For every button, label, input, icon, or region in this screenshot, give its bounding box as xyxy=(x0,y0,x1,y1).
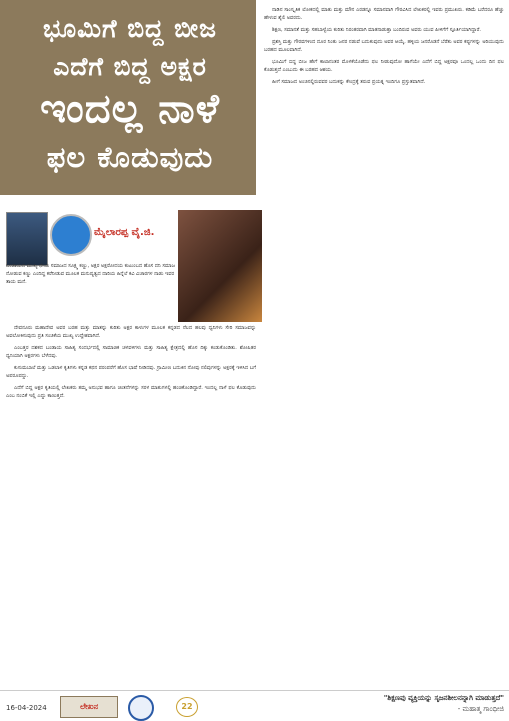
globe-icon xyxy=(50,214,92,256)
paragraph: ಎಂಬತ್ತರ ದಶಕದ ಬಂಡಾಯ ಸಾಹಿತ್ಯ ಸಂದರ್ಭದಲ್ಲಿ ಸಾಮಾಜಿಕ ಚಳವಳಿಗಳು ಮತ್ತು ಸಾಹಿತ್ಯ ಕ್ಷೇತ್ರದಲ್ಲಿ ಹೊಸ ದಿಕ್ಕು ಕಂಡುಕೊಂಡಿತು. ಶೋಷಿತರ ಧ್ವನಿಯಾಗಿ ಅಕ್ಷರಗಳು ಬೆಳೆದವು. xyxy=(6,345,256,359)
quote-author: - ಮಹಾತ್ಮ ಗಾಂಧೀಜಿ xyxy=(457,705,504,713)
author-name: ಮೈಲಾರಪ್ಪ ವೈ.ಜಿ. xyxy=(94,227,155,238)
paragraph: ಎದೆಗೆ ಬಿದ್ದ ಅಕ್ಷರ ಕೃತಿಯಲ್ಲಿ ಲೇಖಕರು ತಮ್ಮ ಅನುಭವ ಹಾಗೂ ಚಿಂತನೆಗಳನ್ನು ಸರಳ ಮಾತುಗಳಲ್ಲಿ ಹಂಚಿಕೊಂಡಿದ್ದಾರೆ. ಇಂದಲ್ಲ ನಾಳೆ ಫಲ ಕೊಡುವುದು ಎಂಬ ನಂಬಿಕೆ ಇಲ್ಲಿ ಎದ್ದು ಕಾಣುತ್ತದೆ. xyxy=(6,385,256,399)
left-column xyxy=(6,324,256,404)
headline-line-2: ಎದೆಗೆ ಬಿದ್ದ ಅಕ್ಷರ xyxy=(53,52,207,81)
headline-line-1: ಭೂಮಿಗೆ ಬಿದ್ದ ಬೀಜ xyxy=(43,14,217,43)
magazine-logo: ಲೇಖನ xyxy=(60,696,118,718)
page-number: 22 xyxy=(176,697,198,717)
speaker-photo xyxy=(178,210,262,322)
paragraph: ದೇವನೂರು ಮಹಾದೇವ ಅವರ ಬರಹ ಮತ್ತು ಮಾತನ್ನು ಕುರಿತು ಅಕ್ಷರ ಕಾಳುಗಳ ಮೂಲಕ ಕನ್ನಡದ ನೆಲದ ಹಲವು ಧ್ವನಿಗಳು ಸೇರಿ ಸಮಾಜವನ್ನು ಅವಲೋಕಿಸುವುದು ಪ್ರತಿ ಸಂಚಿಕೆಯ ಮುಖ್ಯ ಉದ್ದೇಶವಾಗಿದೆ. xyxy=(6,325,256,339)
headline-banner xyxy=(0,0,256,195)
footer-quote xyxy=(248,693,504,715)
paragraph: ನಾಡಿನ ಸಾಂಸ್ಕೃತಿಕ ಲೋಕದಲ್ಲಿ ಮಾತು ಮತ್ತು ಮೌನ ಎರಡನ್ನೂ ಸಮಾನವಾಗಿ ಗೌರವಿಸಿದ ಲೇಖಕರಲ್ಲಿ ಇವರು ಪ್ರಮುಖರು. ಕಡಿಮೆ ಬರೆದರೂ ಹೆಚ್ಚು ಹೇಳುವ ಶೈಲಿ ಅವರದು. xyxy=(264,7,504,21)
emblem-icon xyxy=(128,695,154,721)
issue-date: 16-04-2024 xyxy=(6,704,47,712)
quote-text: "ಶಿಕ್ಷಣವು ವ್ಯಕ್ತಿಯನ್ನು ಸೃಜನಶೀಲನನ್ನಾಗಿ ಮಾಡುತ್ತದೆ" xyxy=(383,694,504,702)
paragraph: ಹೀಗೆ ಸಮಾಜದ ಅಂಚಿನಲ್ಲಿರುವವರ ಬದುಕನ್ನು ಕೇಂದ್ರಕ್ಕೆ ತರುವ ಪ್ರಯತ್ನ ಇಂದಿಗೂ ಪ್ರಸ್ತುತವಾಗಿದೆ. xyxy=(272,79,426,85)
author-photo xyxy=(6,212,48,266)
paragraph: ಭೂಮಿಗೆ ಬಿದ್ದ ಬೀಜ ಹೇಗೆ ಕಾಲಾನಂತರ ಮೊಳಕೆಯೊಡೆದು ಫಲ ನೀಡುವುದೋ ಹಾಗೆಯೇ ಎದೆಗೆ ಬಿದ್ದ ಅಕ್ಷರವೂ ಒಂದಲ್ಲ ಒಂದು ದಿನ ಫಲ ಕೊಡುತ್ತದೆ ಎಂಬುದು ಈ ಬರಹದ ಆಶಯ. xyxy=(264,59,504,73)
paragraph: ಶಿಕ್ಷಣ, ಸಮಾನತೆ ಮತ್ತು ಸಹಬಾಳ್ವೆಯ ಕುರಿತು ನಿರಂತರವಾಗಿ ಮಾತನಾಡುತ್ತಾ ಬಂದಿರುವ ಅವರು ಯುವ ಪೀಳಿಗೆಗೆ ಸ್ಪೂರ್ತಿಯಾಗಿದ್ದಾರೆ. xyxy=(272,27,482,33)
headline-line-4: ಫಲ ಕೊಡುವುದು xyxy=(46,140,214,174)
paragraph: ಪ್ರಶಸ್ತಿ ಮತ್ತು ಗೌರವಗಳಿಂದ ದೂರ ನಿಂತು ಜನರ ನಡುವೆ ಬದುಕುವುದು ಅವರ ಆಯ್ಕೆ. ಹಳ್ಳಿಯ ಜನರೊಡನೆ ಬೆರೆತು ಅವರ ಕಷ್ಟಗಳನ್ನು ಅರಿಯುವುದು ಬರಹದ ಮೂಲವಾಗಿದೆ. xyxy=(264,39,504,53)
right-column xyxy=(264,6,504,90)
headline-line-3: ಇಂದಲ್ಲ ನಾಳೆ xyxy=(40,86,220,132)
paragraph: ಕುಸುಮಬಾಲೆ ಮತ್ತು ಒಡಲಾಳ ಕೃತಿಗಳು ಕನ್ನಡ ಕಥನ ಪರಂಪರೆಗೆ ಹೊಸ ಭಾಷೆ ನೀಡಿದವು. ಗ್ರಾಮೀಣ ಬದುಕಿನ ನೋವು ನಲಿವುಗಳನ್ನು ಅಕ್ಷರಕ್ಕೆ ಇಳಿಸಿದ ಬಗೆ ಅಪರೂಪದ್ದು. xyxy=(6,365,256,379)
intro-text: ಬಂಡಾಯದ ಮುಖ್ಯ ಧೇಯ ಸಮಾಜದ ಸೂಕ್ಷ್ಮ ಕಣ್ಣು, ಅಕ್ಷರ ಅಕ್ಷರೋದಯ ಕುಟುಂಬದ ಹೊಸ ದನಿ ಸಮಾಜ ನೋಡುವ ಕಣ್ಣು ಎಂದಿದ್ದ ಕರೆನೀಡುವ ಮೂಲಕ ಮನುಷ್ಯತ್ವದ ದಾರಿಯ ಹಿನ್ನೆಲೆ ಕವಿ ವಿಚಾರಗಳ ನಾಡು ಇವರ ತಾಯ ಮನೆ. xyxy=(6,263,175,285)
page-footer xyxy=(0,690,509,721)
